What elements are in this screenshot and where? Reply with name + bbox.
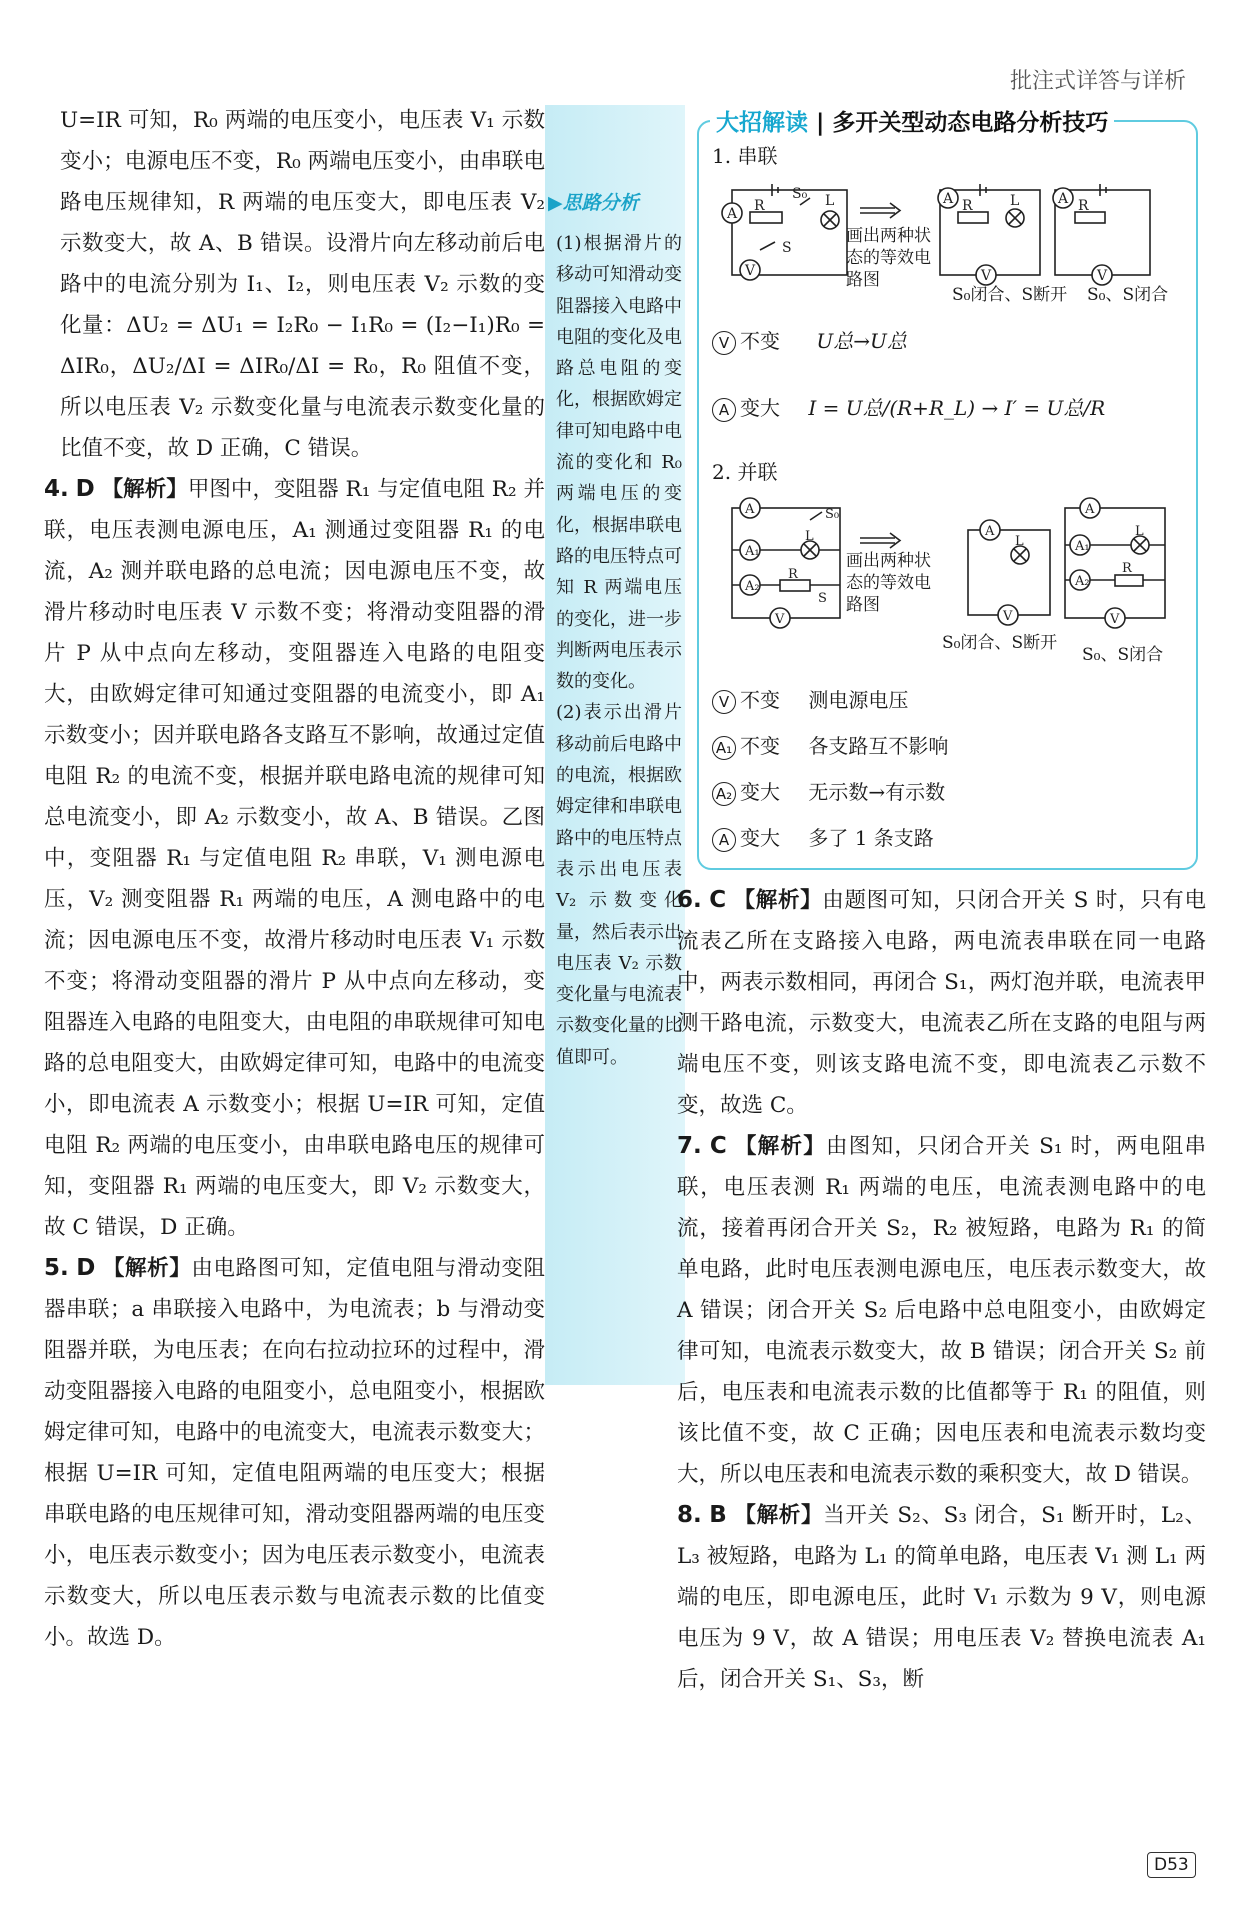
svg-text:A: A <box>1058 191 1069 207</box>
svg-text:V: V <box>981 268 992 284</box>
svg-text:V: V <box>775 612 785 627</box>
row-desc: 各支路互不影响 <box>808 734 949 758</box>
parallel-state-2-caption: S₀、S闭合 <box>1082 645 1164 665</box>
svg-text:A: A <box>985 524 995 539</box>
series-arrow-caption: 画出两种状态的等效电路图 <box>846 226 931 290</box>
analysis-tag: 【解析】 <box>101 477 188 502</box>
svg-text:A: A <box>1085 502 1095 517</box>
analysis-tag: 【解析】 <box>102 1256 192 1281</box>
page-number: D53 <box>1147 1852 1196 1878</box>
row-state: 变大 <box>740 780 780 804</box>
row-desc: U总→U总 <box>816 329 907 353</box>
question-8 <box>677 1495 1206 1700</box>
svg-text:S₀: S₀ <box>792 186 808 202</box>
right-column <box>677 880 1206 1700</box>
svg-text:S: S <box>782 240 792 256</box>
svg-text:V: V <box>1110 612 1120 627</box>
sidebar-notes <box>556 228 682 1073</box>
parallel-row-1 <box>712 684 908 714</box>
parallel-heading: 2. 并联 <box>712 460 778 484</box>
question-7 <box>677 1126 1206 1495</box>
question-number: 7. <box>677 1133 702 1159</box>
svg-text:L: L <box>825 193 835 209</box>
answer-letter: D <box>76 1255 96 1281</box>
tip-title-badge: 大招解读 <box>716 110 808 136</box>
series-state-1-caption: S₀闭合、S断开 <box>952 285 1068 305</box>
series-row-ammeter <box>712 392 1105 422</box>
question-5 <box>44 1248 545 1658</box>
svg-text:R: R <box>1122 561 1132 576</box>
svg-text:V: V <box>1097 268 1108 284</box>
row-desc: 测电源电压 <box>808 688 909 712</box>
svg-text:L: L <box>1015 534 1024 549</box>
tip-title: 大招解读 | 多开关型动态电路分析技巧 <box>710 104 1114 137</box>
sidebar-title: ▶思路分析 <box>548 192 639 214</box>
parallel-row-2 <box>712 730 948 760</box>
analysis-text: 甲图中，变阻器 R₁ 与定值电阻 R₂ 并联，电压表测电源电压，A₁ 测通过变阻器 R₁ 的电流，A₂ 测并联电路的总电流；因电源电压不变，故滑片移动时电压表 V 示数不变；将滑动变阻器的滑片 P 从中点向左移动，变阻器连入电路的电阻变大，由欧姆定律可知通过变阻器的电流变小，即 A₁ 示数变小；因并联电路各支路互不影响，故通过定值电阻 R₂ 的电流不变，根据并联电路电流的规律可知总电流变小，即 A₂ 示数变小，故 A、B 错误。乙图中，变阻器 R₁ 与定值电阻 R₂ 串联，V₁ 测电源电压，V₂ 测变阻器 R₁ 两端的电压，A 测电路中的电流；因电源电压不变，故滑片移动时电压表 V₁ 示数不变；将滑动变阻器的滑片 P 从中点向左移动，变阻器连入电路的电阻变大，由电阻的串联规律可知电路的总电阻变大，由欧姆定律可知，电路中的电流变小，即电流表 A 示数变小；根据 U=IR 可知，定值电阻 R₂ 两端的电压变小，由串联电路电压的规律可知，变阻器 R₁ 两端的电压变大，即 V₂ 示数变大，故 C 错误，D 正确。 <box>44 477 545 1240</box>
page-header: 批注式详答与详析 <box>1010 69 1187 94</box>
sidebar-note-1: (1)根据滑片的移动可知滑动变阻器接入电路中电阻的变化及电路总电阻的变化，根据欧姆定律可知电路中电流的变化和 R₀ 两端电压的变化，根据串联电路的电压特点可知 R 两端电压的变化，进一步判断两电压表示数的变化。 <box>556 233 682 693</box>
svg-text:R: R <box>1078 198 1089 214</box>
left-column <box>44 100 545 1658</box>
svg-text:R: R <box>962 198 973 214</box>
row-state: 不变 <box>740 688 780 712</box>
svg-text:A: A <box>745 502 755 517</box>
svg-text:V: V <box>745 263 756 279</box>
sidebar-note-2: (2)表示出滑片移动前后电路中的电流，根据欧姆定律和串联电路中的电压特点表示出电压表 V₂ 示数变化量，然后表示出电压表 V₂ 示数变化量与电流表示数变化量的比值即可。 <box>556 702 682 1068</box>
series-row-voltmeter <box>712 325 907 355</box>
svg-text:L: L <box>1135 524 1144 539</box>
ammeter-icon: A <box>712 828 736 852</box>
row-state: 不变 <box>740 734 780 758</box>
svg-text:A₂: A₂ <box>745 579 760 594</box>
parallel-arrow-caption: 画出两种状态的等效电路图 <box>846 551 931 615</box>
svg-text:A: A <box>727 206 738 222</box>
voltmeter-icon: V <box>712 690 736 714</box>
svg-text:L: L <box>805 529 814 544</box>
question-6 <box>677 880 1206 1126</box>
continued-paragraph: U=IR 可知，R₀ 两端的电压变小，电压表 V₁ 示数变小；电源电压不变，R₀ 两端电压变小，由串联电路电压规律知，R 两端的电压变大，即电压表 V₂ 示数变大，故 A、B 错误。设滑片向左移动前后电路中的电流分别为 I₁、I₂，则电压表 V₂ 示数的变化量：ΔU₂ = ΔU₁ = I₂R₀ − I₁R₀ = (I₂−I₁)R₀ = ΔIR₀，ΔU₂/ΔI = ΔIR₀/ΔI = R₀，R₀ 阻值不变，所以电压表 V₂ 示数变化量与电流表示数变化量的比值不变，故 D 正确，C 错误。 <box>60 108 545 461</box>
analysis-tag: 【解析】 <box>733 888 823 913</box>
svg-text:R: R <box>754 198 765 214</box>
question-number: 5. <box>44 1255 69 1281</box>
tip-title-text: 多开关型动态电路分析技巧 <box>832 110 1109 136</box>
question-number: 6. <box>677 887 702 913</box>
answer-letter: C <box>709 1133 727 1159</box>
svg-text:A₁: A₁ <box>1075 539 1090 554</box>
voltmeter-icon: V <box>712 331 736 355</box>
svg-text:S₀: S₀ <box>825 507 840 522</box>
svg-text:A: A <box>943 191 954 207</box>
series-heading: 1. 串联 <box>712 144 778 168</box>
row-state: 不变 <box>740 329 780 353</box>
parallel-state-1-caption: S₀闭合、S断开 <box>942 633 1058 653</box>
question-number: 8. <box>677 1502 702 1528</box>
answer-letter: D <box>75 476 95 502</box>
question-number: 4. <box>44 476 69 502</box>
svg-text:L: L <box>1010 193 1020 209</box>
analysis-tag: 【解析】 <box>734 1134 827 1159</box>
parallel-circuit-diagrams <box>710 490 1190 640</box>
parallel-row-4 <box>712 822 934 852</box>
svg-text:A₂: A₂ <box>1075 574 1090 589</box>
question-4 <box>44 469 545 1248</box>
row-state: 变大 <box>740 826 780 850</box>
analysis-text: 当开关 S₂、S₃ 闭合，S₁ 断开时，L₂、L₃ 被短路，电路为 L₁ 的简单电路，电压表 V₁ 测 L₁ 两端的电压，即电源电压，此时 V₁ 示数为 9 V，则电源电压为 9 V，故 A 错误；用电压表 V₂ 替换电流表 A₁ 后，闭合开关 S₁、S₃，断 <box>677 1503 1206 1692</box>
analysis-text: 由电路图可知，定值电阻与滑动变阻器串联；a 串联接入电路中，为电流表；b 与滑动变阻器并联，为电压表；在向右拉动拉环的过程中，滑动变阻器接入电路的电阻变小，总电阻变小，根据欧姆定律可知，电路中的电流变大，电流表示数变大；根据 U=IR 可知，定值电阻两端的电压变大；根据串联电路的电压规律可知，滑动变阻器两端的电压变小，电压表示数变小；因为电压表示数变小，电流表示数变大，所以电压表示数与电流表示数的比值变小。故选 D。 <box>44 1256 545 1650</box>
ammeter-1-icon: A₁ <box>712 736 736 760</box>
parallel-row-3 <box>712 776 945 806</box>
answer-letter: B <box>709 1502 727 1528</box>
row-desc: 无示数→有示数 <box>808 780 946 804</box>
svg-text:V: V <box>1003 609 1013 624</box>
analysis-text: 由图知，只闭合开关 S₁ 时，两电阻串联，电压表测 R₁ 两端的电压，电流表测电路中的电流，接着再闭合开关 S₂，R₂ 被短路，电路为 R₁ 的简单电路，此时电压表测电源电压，电压表示数变大，故 A 错误；闭合开关 S₂ 后电路中总电阻变小，由欧姆定律可知，电流表示数变大，故 B 错误；闭合开关 S₂ 前后，电压表和电流表示数的比值都等于 R₁ 的阻值，则该比值不变，故 C 正确；因电压表和电流表示数均变大，所以电压表和电流表示数的乘积变大，故 D 错误。 <box>677 1134 1206 1487</box>
ammeter-icon: A <box>712 398 736 422</box>
ammeter-2-icon: A₂ <box>712 782 736 806</box>
series-state-2-caption: S₀、S闭合 <box>1087 285 1169 305</box>
analysis-text: 由题图可知，只闭合开关 S 时，只有电流表乙所在支路接入电路，两电流表串联在同一电路中，两表示数相同，再闭合 S₁，两灯泡并联，电流表甲测干路电流，示数变大，电流表乙所在支路的电阻与两端电压不变，则该支路电流不变，即电流表乙示数不变，故选 C。 <box>677 888 1206 1118</box>
answer-letter: C <box>709 887 727 913</box>
svg-text:R: R <box>788 567 798 582</box>
row-state: 变大 <box>740 396 780 420</box>
svg-text:S: S <box>818 591 827 606</box>
row-desc: 多了 1 条支路 <box>808 826 934 850</box>
svg-text:A₁: A₁ <box>745 544 760 559</box>
analysis-tag: 【解析】 <box>734 1503 824 1528</box>
row-formula: I = U总/(R+R_L) → I′ = U总/R <box>808 396 1106 420</box>
